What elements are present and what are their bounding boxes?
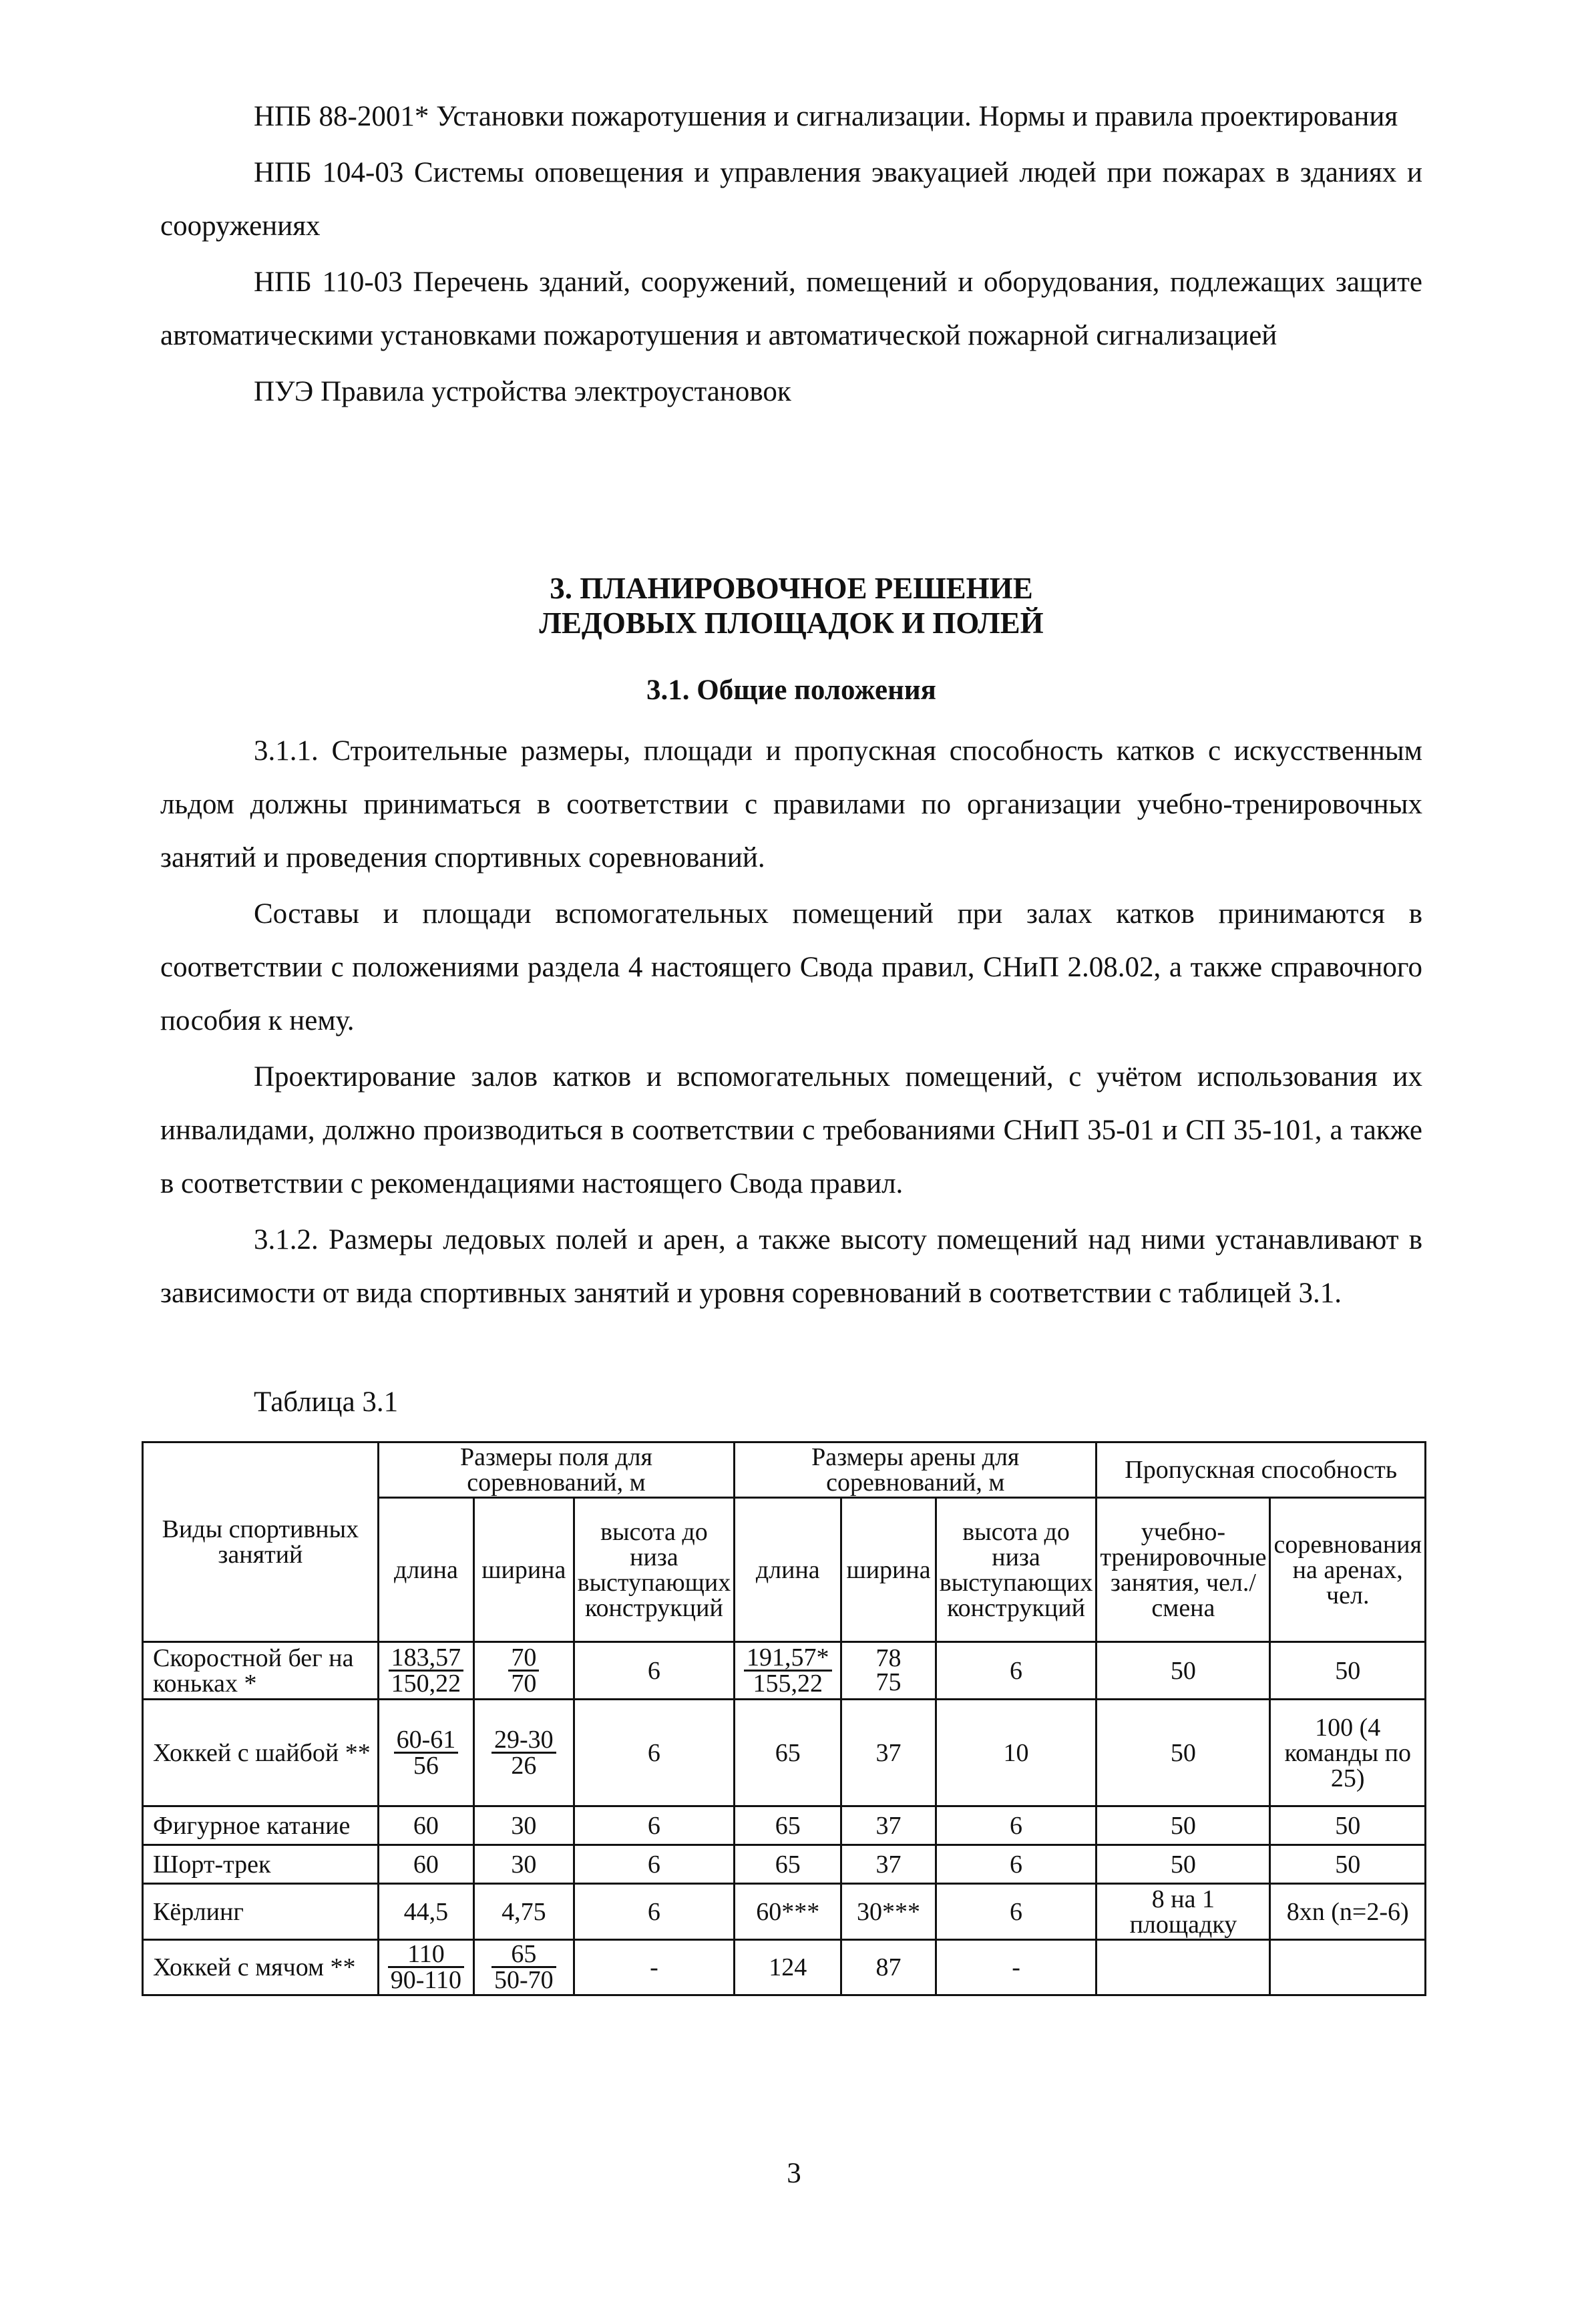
reference-npb-88: НПБ 88-2001* Установки пожаротушения и сигнализации. Нормы и правила проектирования — [254, 101, 1398, 132]
fraction-bottom: 155,22 — [753, 1669, 823, 1698]
header-arena-group: Размеры арены для соревнований, м — [735, 1442, 1097, 1498]
cell-training: 8 на 1 площадку — [1097, 1884, 1270, 1940]
cell-field-length — [378, 1940, 473, 1995]
cell-training: 50 — [1097, 1806, 1270, 1845]
cell-competition: 50 — [1270, 1642, 1426, 1700]
header-competition: соревнования на аренах, чел. — [1270, 1498, 1426, 1642]
fraction-top: 110 — [388, 1942, 464, 1968]
table-row — [143, 1845, 1426, 1884]
cell-field-height: 6 — [574, 1845, 735, 1884]
fraction-bottom: 50-70 — [493, 1966, 554, 1994]
fraction-top: 191,57* — [744, 1645, 832, 1672]
cell-sport: Хоккей с мячом ** — [143, 1940, 379, 1995]
cell-training: 50 — [1097, 1700, 1270, 1806]
cell-arena-length: 124 — [735, 1940, 841, 1995]
header-sport: Виды спортивных занятий — [143, 1442, 379, 1642]
cell-field-width: 30 — [474, 1806, 574, 1845]
header-training: учебно-тренировочные занятия, чел./смена — [1097, 1498, 1270, 1642]
cell-training: 50 — [1097, 1642, 1270, 1700]
cell-competition: 50 — [1270, 1806, 1426, 1845]
reference-npb-104: НПБ 104-03 Системы оповещения и управления эвакуацией людей при пожарах в зданиях и сооружениях — [160, 157, 1422, 242]
cell-competition: 100 (4 команды по 25) — [1270, 1700, 1426, 1806]
cell-arena-width: 37 — [841, 1845, 936, 1884]
paragraph-accessibility: Проектирование залов катков и вспомогательных помещений, с учётом использования их инвалидами, должно производиться в соответствии с требованиями СНиП 35-01 и СП 35-101, а также в соответствии с рекомендациями настоящего Свода правил. — [160, 1061, 1422, 1199]
table-row — [143, 1700, 1426, 1806]
fraction-bottom: 70 — [511, 1669, 537, 1698]
cell-field-length — [378, 1700, 473, 1806]
cell-sport: Фигурное катание — [143, 1806, 379, 1845]
section-title-line1: 3. ПЛАНИРОВОЧНОЕ РЕШЕНИЕ — [550, 572, 1033, 605]
fraction-top: 65 — [491, 1942, 556, 1968]
cell-arena-width: 37 — [841, 1806, 936, 1845]
cell-field-width: 4,75 — [474, 1884, 574, 1940]
cell-arena-height: - — [936, 1940, 1097, 1995]
cell-field-height: 6 — [574, 1806, 735, 1845]
table-row — [143, 1884, 1426, 1940]
paragraph-auxiliary-rooms: Составы и площади вспомогательных помещений при залах катков принимаются в соответствии с положениями раздела 4 настоящего Свода правил, СНиП 2.08.02, а также справочного пособия к нему. — [160, 898, 1422, 1036]
cell-competition — [1270, 1940, 1426, 1995]
cell-arena-length: 65 — [735, 1806, 841, 1845]
cell-field-height: 6 — [574, 1642, 735, 1700]
cell-sport: Хоккей с шайбой ** — [143, 1700, 379, 1806]
fraction-top: 60-61 — [394, 1728, 459, 1754]
table-3-1 — [142, 1441, 1426, 1996]
header-arena-length: длина — [735, 1498, 841, 1642]
cell-arena-length: 60*** — [735, 1884, 841, 1940]
cell-arena-width: 30*** — [841, 1884, 936, 1940]
cell-field-width: 30 — [474, 1845, 574, 1884]
page-number: 3 — [787, 2158, 801, 2189]
references-block — [160, 90, 1422, 421]
section-title-line2: ЛЕДОВЫХ ПЛОЩАДОК И ПОЛЕЙ — [539, 606, 1044, 640]
header-field-width: ширина — [474, 1498, 574, 1642]
fraction-bottom: 26 — [511, 1751, 537, 1780]
paragraph-3-1-2: 3.1.2. Размеры ледовых полей и арен, а также высоту помещений над ними устанавливают в зависимости от вида спортивных занятий и уровня соревнований в соответствии с таблицей 3.1. — [160, 1224, 1422, 1309]
cell-arena-height: 6 — [936, 1642, 1097, 1700]
table-row — [143, 1642, 1426, 1700]
cell-arena-height: 10 — [936, 1700, 1097, 1806]
cell-training: 50 — [1097, 1845, 1270, 1884]
cell-sport: Шорт-трек — [143, 1845, 379, 1884]
header-field-length: длина — [378, 1498, 473, 1642]
cell-competition: 8xn (n=2-6) — [1270, 1884, 1426, 1940]
fraction-top: 183,57 — [389, 1645, 464, 1672]
section-subtitle: 3.1. Общие положения — [646, 674, 936, 706]
cell-arena-height: 6 — [936, 1884, 1097, 1940]
cell-field-length: 44,5 — [378, 1884, 473, 1940]
fraction-top: 29-30 — [491, 1728, 556, 1754]
cell-arena-length: 65 — [735, 1700, 841, 1806]
cell-field-length: 60 — [378, 1806, 473, 1845]
header-field-group: Размеры поля для соревнований, м — [378, 1442, 734, 1498]
fraction-top: 70 — [508, 1645, 539, 1672]
cell-arena-width: 37 — [841, 1700, 936, 1806]
header-arena-width: ширина — [841, 1498, 936, 1642]
cell-arena-width — [841, 1642, 936, 1700]
cell-arena-height: 6 — [936, 1806, 1097, 1845]
cell-field-length: 60 — [378, 1845, 473, 1884]
cell-field-height: - — [574, 1940, 735, 1995]
cell-field-height: 6 — [574, 1884, 735, 1940]
body-text — [160, 725, 1422, 1323]
cell-field-width — [474, 1700, 574, 1806]
cell-arena-width: 87 — [841, 1940, 936, 1995]
fraction-top: 78 — [875, 1644, 902, 1672]
header-field-height: высота до низа выступающих конструкций — [574, 1498, 735, 1642]
table-row — [143, 1940, 1426, 1995]
section-title — [160, 571, 1422, 640]
fraction-bottom: 75 — [875, 1668, 902, 1696]
cell-competition: 50 — [1270, 1845, 1426, 1884]
cell-sport: Скоростной бег на коньках * — [143, 1642, 379, 1700]
fraction-bottom: 56 — [413, 1751, 439, 1780]
cell-sport: Кёрлинг — [143, 1884, 379, 1940]
cell-field-width — [474, 1940, 574, 1995]
paragraph-3-1-1: 3.1.1. Строительные размеры, площади и пропускная способность катков с искусственным льдом должны приниматься в соответствии с правилами по организации учебно-тренировочных занятий и проведения спортивных соревнований. — [160, 735, 1422, 874]
fraction-bottom: 90-110 — [390, 1966, 462, 1994]
reference-pue: ПУЭ Правила устройства электроустановок — [254, 376, 791, 407]
cell-field-height: 6 — [574, 1700, 735, 1806]
cell-training — [1097, 1940, 1270, 1995]
table-row — [143, 1806, 1426, 1845]
cell-arena-height: 6 — [936, 1845, 1097, 1884]
cell-field-length — [378, 1642, 473, 1700]
fraction-bottom: 150,22 — [391, 1669, 461, 1698]
cell-field-width — [474, 1642, 574, 1700]
cell-arena-length — [735, 1642, 841, 1700]
header-arena-height: высота до низа выступающих конструкций — [936, 1498, 1097, 1642]
header-capacity-group: Пропускная способность — [1097, 1442, 1426, 1498]
cell-arena-length: 65 — [735, 1845, 841, 1884]
table-caption: Таблица 3.1 — [254, 1386, 399, 1418]
reference-npb-110: НПБ 110-03 Перечень зданий, сооружений, помещений и оборудования, подлежащих защите автоматическими установками пожаротушения и автоматической пожарной сигнализацией — [160, 266, 1422, 351]
